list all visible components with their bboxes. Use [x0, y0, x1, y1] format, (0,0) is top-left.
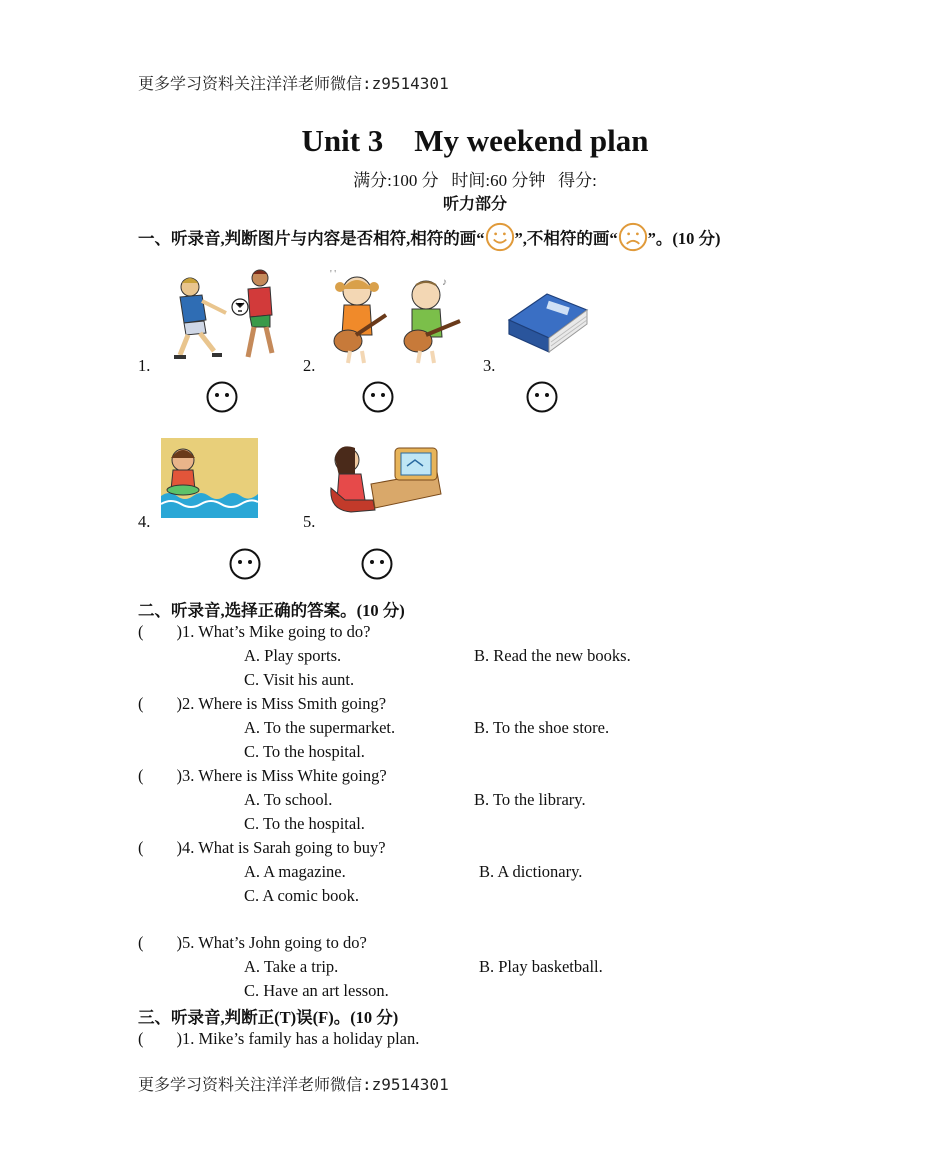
option-2-5-b: B. Play basketball.	[479, 957, 603, 976]
option-2-2-b: B. To the shoe store.	[474, 718, 610, 737]
question-2-2: ( )2. Where is Miss Smith going?	[138, 694, 387, 713]
header-note: 更多学习资料关注洋洋老师微信:z9514301	[138, 74, 449, 93]
option-2-3-a: A. To school.	[244, 790, 333, 809]
item-number-2: 2.	[303, 356, 316, 375]
question-3-1: ( )1. Mike’s family has a holiday plan.	[138, 1029, 420, 1048]
girl-at-beach-picture	[161, 438, 258, 518]
section1-heading-a: 一、听录音,判断图片与内容是否相符,相符的画	[138, 229, 477, 248]
kids-playing-guitar-picture	[322, 265, 464, 367]
answer-face-icon-4[interactable]	[229, 548, 261, 580]
option-2-3-c: C. To the hospital.	[244, 814, 365, 833]
footer-note: 更多学习资料关注洋洋老师微信:z9514301	[138, 1075, 449, 1094]
svg-text:' ': ' '	[330, 269, 337, 280]
option-2-5-a: A. Take a trip.	[244, 957, 339, 976]
sad-face-icon	[618, 222, 648, 252]
smiley-face-icon	[485, 222, 515, 252]
svg-text:♪: ♪	[442, 277, 447, 288]
option-2-4-c: C. A comic book.	[244, 886, 360, 905]
option-2-1-a: A. Play sports.	[244, 646, 342, 665]
option-2-4-b: B. A dictionary.	[479, 862, 583, 881]
section2-heading: 二、听录音,选择正确的答案。(10 分)	[138, 601, 405, 620]
option-2-4-a: A. A magazine.	[244, 862, 346, 881]
soccer-players-picture	[160, 265, 282, 365]
part-label: 听力部分	[442, 194, 507, 213]
option-2-3-b: B. To the library.	[474, 790, 586, 809]
section3-heading: 三、听录音,判断正(T)误(F)。(10 分)	[138, 1008, 399, 1027]
answer-face-icon-3[interactable]	[526, 381, 558, 413]
question-2-3: ( )3. Where is Miss White going?	[138, 766, 387, 785]
section1-heading-b: ,不相符的画	[522, 229, 610, 248]
answer-face-icon-5[interactable]	[361, 548, 393, 580]
section1-heading-c: 。(10 分)	[655, 229, 721, 248]
question-2-1: ( )1. What’s Mike going to do?	[138, 622, 371, 641]
option-2-2-c: C. To the hospital.	[244, 742, 365, 761]
section1-heading: 一、听录音,判断图片与内容是否相符,相符的画“ ”,不相符的画“ ”。(10 分)	[138, 222, 721, 252]
option-2-1-c: C. Visit his aunt.	[244, 670, 355, 689]
option-2-2-a: A. To the supermarket.	[244, 718, 396, 737]
answer-face-icon-1[interactable]	[206, 381, 238, 413]
question-2-5: ( )5. What’s John going to do?	[138, 933, 367, 952]
item-number-4: 4.	[138, 512, 151, 531]
option-2-1-b: B. Read the new books.	[474, 646, 631, 665]
item-number-5: 5.	[303, 512, 316, 531]
question-2-4: ( )4. What is Sarah going to buy?	[138, 838, 386, 857]
item-number-1: 1.	[138, 356, 151, 375]
girl-at-computer-picture	[325, 434, 442, 520]
answer-face-icon-2[interactable]	[362, 381, 394, 413]
score-line: 满分:100 分 时间:60 分钟 得分:	[353, 171, 597, 190]
page-title: Unit 3 My weekend plan	[301, 123, 649, 158]
dictionary-book-picture	[503, 290, 589, 356]
item-number-3: 3.	[483, 356, 496, 375]
option-2-5-c: C. Have an art lesson.	[244, 981, 389, 1000]
